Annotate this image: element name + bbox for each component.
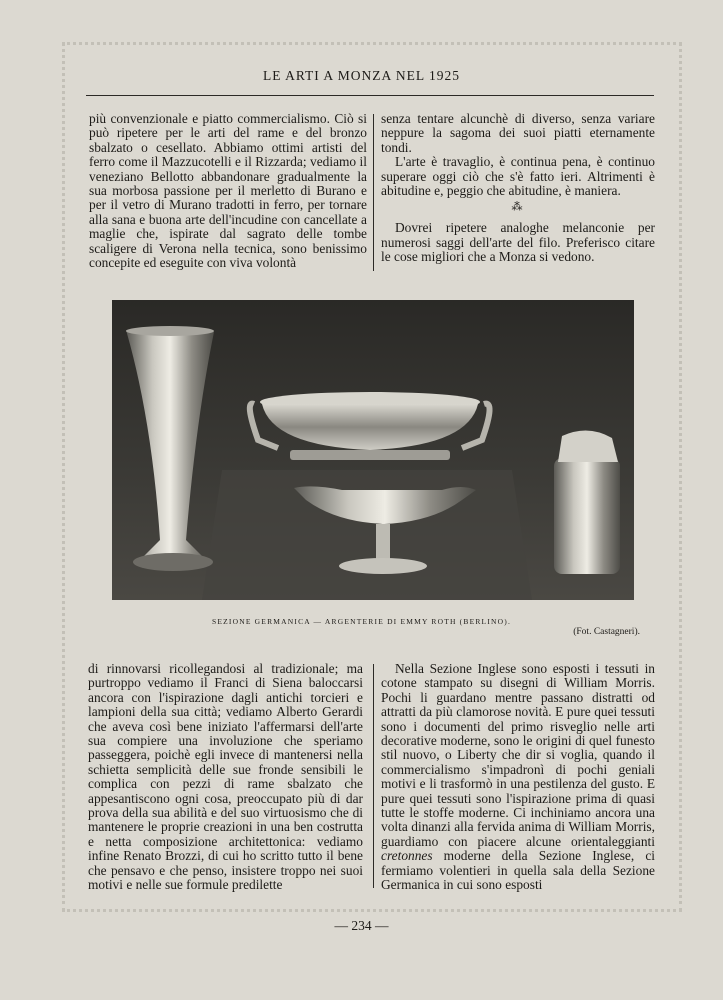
text-column-top-right [381, 112, 655, 265]
italic-term: cretonnes [381, 848, 433, 864]
running-title: LE ARTI A MONZA NEL 1925 [262, 68, 461, 83]
paragraph: Dovrei ripetere analoghe melanconie per numerosi saggi dell'arte del filo. Preferisco citare le cose migliori che a Monza si vedono. [381, 220, 655, 265]
photo-credit: (Fot. Castagneri). [573, 627, 640, 637]
page-number: — 234 — [334, 918, 389, 933]
paragraph [381, 662, 655, 893]
paragraph: di rinnovarsi ricollegandosi al tradizionale; ma purtroppo vediamo il Franci di Siena baloccarsi ancora con l'ispirazione dagli antichi torcieri e lampioni della sua città; vediamo Alberto Gerardi che aveva così bene iniziato l'affermarsi dell'arte sua compiere una involuzione che speriamo passeggera, poichè egli invece di mantenersi nella schietta semplicità delle sue fronde sensibili le complica con pezzi di rame sbalzato che appesantiscono ogni cosa, preoccupato più di dar prova della sua abilità e del suo virtuosismo che di mantenere le proprie creazioni in una ben costrutta e netta composizione architettonica: vediamo infine Renato Brozzi, di cui ho scritto tutto il bene che pensavo e che penso, insistere troppo nei suoi motivi e nelle sue formule predilette [88, 661, 363, 893]
asterism-separator: ⁂ [511, 201, 525, 214]
text-column-bottom-right [381, 662, 655, 893]
photo-illustration [112, 300, 634, 600]
text-column-bottom-left [88, 662, 363, 893]
paragraph-text: moderne della Sezione Inglese, ci fermiamo volentieri in quella sala della Sezione Germanica in cui sono esposti [381, 848, 655, 893]
silverware-photograph [112, 300, 634, 600]
paragraph: più convenzionale e piatto commercialismo. Ciò si può ripetere per le arti del rame e del bronzo sbalzato o cesellato. Abbiamo ottimi artisti del ferro come il Mazzucotelli e il Rizzarda; vediamo il veneziano Bellotto abbandonare gradualmente la sua morbosa passione per il merletto di Burano e per il vetro di Murano tradotti in ferro, per tornare alla sana e buona arte dell'incudine con cancellate a maglie che, ispirate dal sagrato delle tombe scaligere di Verona nella tecnica, sono benissimo concepite ed eseguite con viva volontà [89, 111, 367, 271]
header-rule [86, 95, 654, 96]
paragraph: senza tentare alcunchè di diverso, senza variare neppure la sagoma dei suoi piatti eternamente tondi. [381, 111, 655, 155]
column-divider-top [373, 114, 374, 271]
column-divider-bottom [373, 664, 374, 888]
paragraph: L'arte è travaglio, è continua pena, è continuo superare oggi ciò che s'è fatto ieri. Altrimenti è abitudine e, peggio che abitudine, è maniera. [381, 154, 655, 199]
cocktail-shaker [554, 430, 620, 574]
text-column-top-left [89, 112, 367, 270]
paragraph-text: Nella Sezione Inglese sono esposti i tessuti in cotone stampato su disegni di William Morris. Pochi li guardano mentre passano distratti od attratti da più clamorose novità. E pure quei tessuti sono i documenti del primo risveglio nelle arti decorative moderne, sono le origini di quel funesto stil nuovo, o Liberty che dir si voglia, quando il commercialismo s'impadronì di pochi geniali motivi e li trasformò in una pestilenza del gusto. E pure quei tessuti sono l'ispirazione prima di quasi tutte le stoffe moderne. Ci inchiniamo ancora una volta dinanzi alla fervida anima di William Morris, guardiamo con piacere alcune orientaleggianti [381, 661, 655, 849]
figure-caption: SEZIONE GERMANICA — ARGENTERIE DI EMMY ROTH (BERLINO). [211, 617, 512, 626]
